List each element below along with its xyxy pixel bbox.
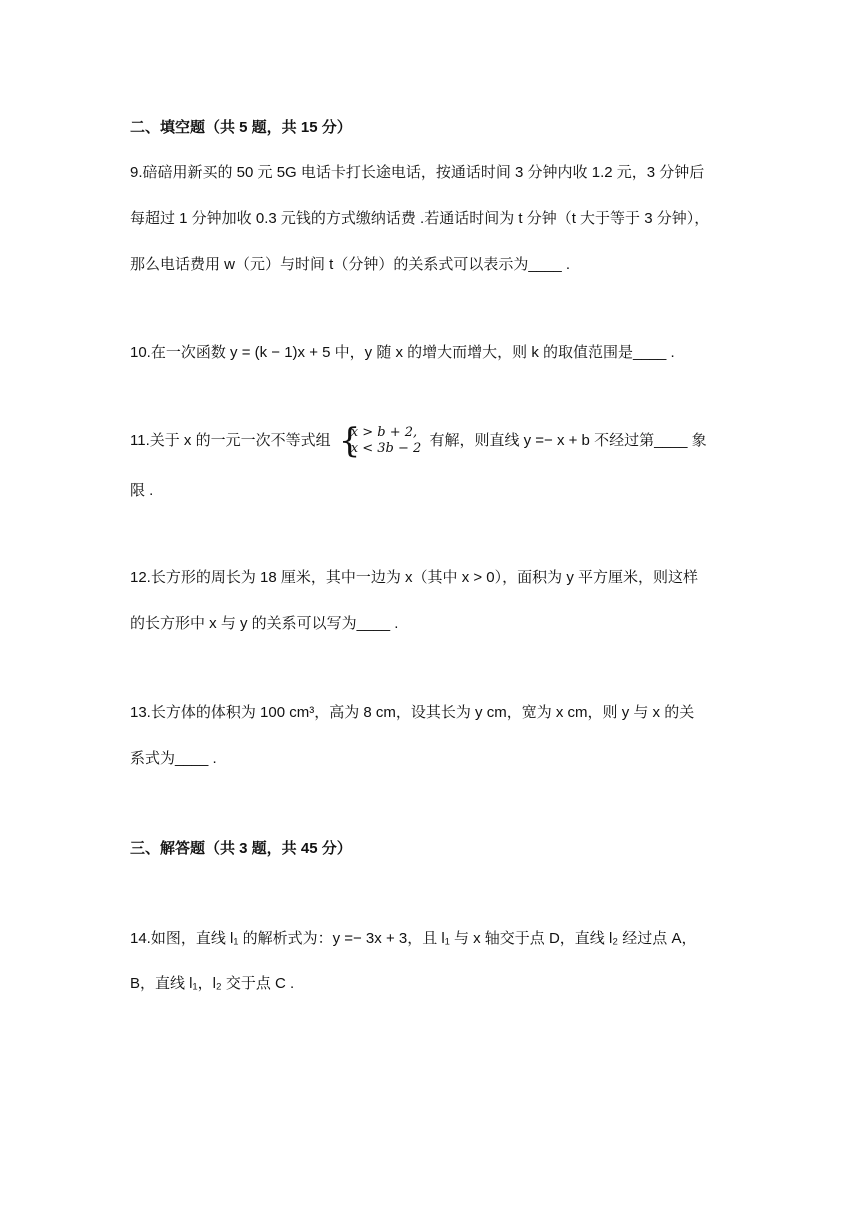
question-14-line-1: 14.如图，直线 l₁ 的解析式为：y =− 3x + 3，且 l₁ 与 x 轴交于点 D，直线 l₂ 经过点 A， [130, 930, 697, 947]
section-heading-fill-blank: 二、填空题（共 5 题，共 15 分） [130, 119, 352, 136]
question-11-line-2: 限 . [130, 482, 154, 499]
question-9-line-3: 那么电话费用 w（元）与时间 t（分钟）的关系式可以表示为____ . [130, 256, 571, 273]
question-12-line-1: 12.长方形的周长为 18 厘米，其中一边为 x（其中 x > 0），面积为 y 平方厘米，则这样 [130, 569, 698, 586]
question-11-line-1 [130, 422, 707, 460]
section-heading-solve: 三、解答题（共 3 题，共 45 分） [130, 840, 352, 857]
question-9-line-2: 每超过 1 分钟加收 0.3 元钱的方式缴纳话费 .若通话时间为 t 分钟（t 大于等于 3 分钟）， [130, 210, 710, 227]
question-10-line-1: 10.在一次函数 y = (k − 1)x + 5 中，y 随 x 的增大而增大，则 k 的取值范围是____ . [130, 344, 675, 361]
question-13-line-2: 系式为____ . [130, 750, 217, 767]
question-14-line-2: B，直线 l₁，l₂ 交于点 C . [130, 975, 295, 992]
left-brace-icon: { [338, 421, 361, 462]
question-13-line-1: 13.长方体的体积为 100 cm³，高为 8 cm，设其长为 y cm，宽为 x cm，则 y 与 x 的关 [130, 704, 695, 721]
inequality-1: x > b + 2, [350, 425, 418, 441]
inequality-system [338, 421, 422, 462]
question-11-suffix: 有解，则直线 y =− x + b 不经过第____ 象 [429, 432, 707, 449]
question-11-prefix: 11.关于 x 的一元一次不等式组 [130, 432, 331, 449]
question-9-line-1: 9.碚碚用新买的 50 元 5G 电话卡打长途电话，按通话时间 3 分钟内收 1.2 元，3 分钟后 [130, 164, 705, 181]
inequality-2: x < 3b − 2 [350, 441, 422, 457]
question-12-line-2: 的长方形中 x 与 y 的关系可以写为____ . [130, 615, 399, 632]
